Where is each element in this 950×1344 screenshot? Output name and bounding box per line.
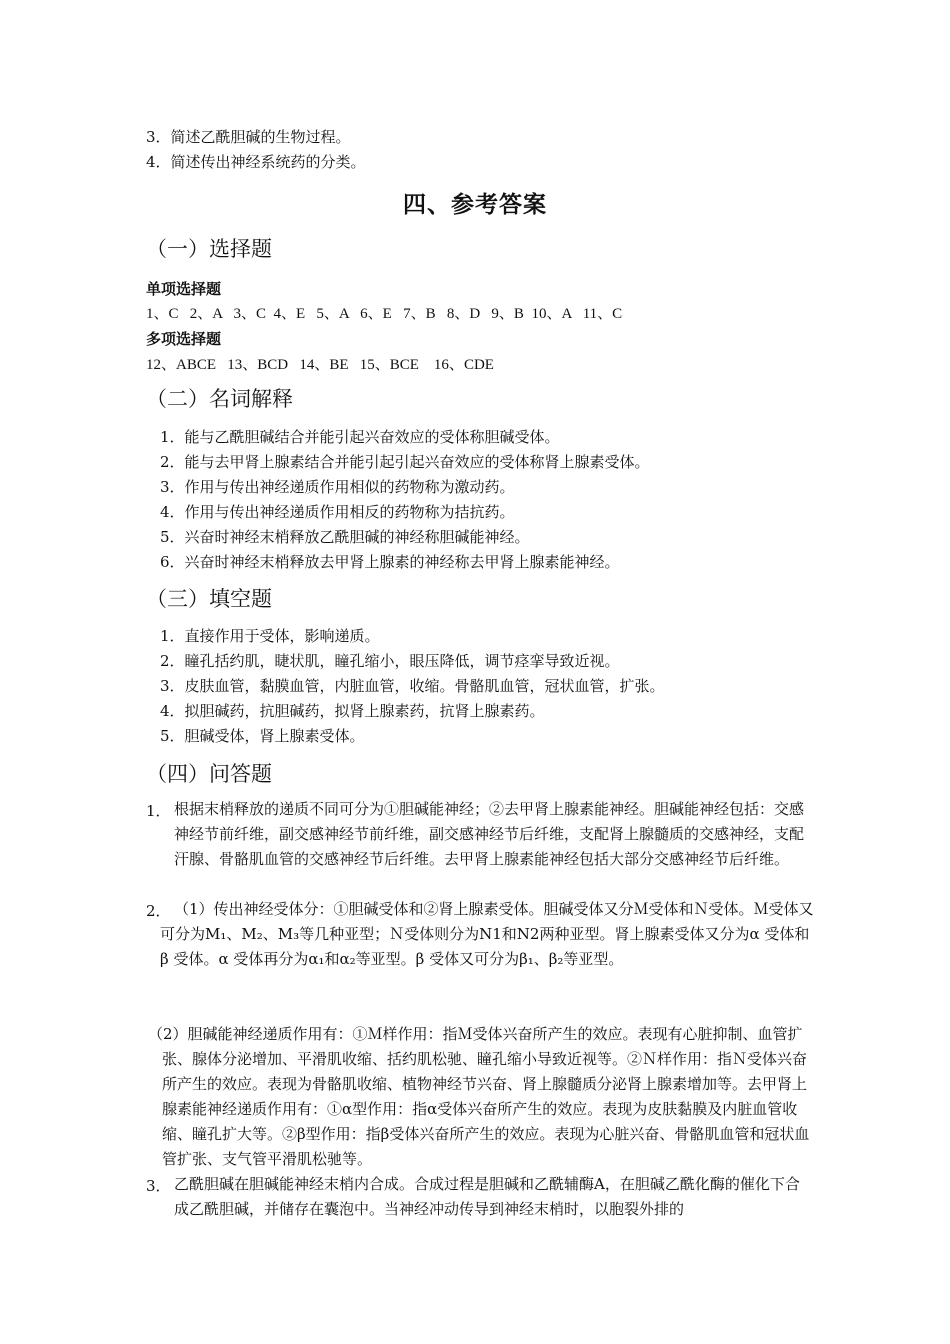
fill-item: 1．直接作用于受体，影响递质。 [160,627,380,645]
fill-item: 5．胆碱受体，肾上腺素受体。 [160,727,365,745]
term-item: 2．能与去甲肾上腺素结合并能引起引起兴奋效应的受体称肾上腺素受体。 [160,453,650,471]
answer-2-part2: （2）胆碱能神经递质作用有：①Ｍ样作用：指Ｍ受体兴奋所产生的效应。表现有心脏抑制、血管扩张、腺体分泌增加、平滑肌收缩、括约肌松驰、瞳孔缩小导致近视等。②Ｎ样作用：指Ｎ受体兴奋所产生的效应。表现为骨骼肌收缩、植物神经节兴奋、肾上腺髓质分泌肾上腺素增加等。去甲肾上腺素能神经递质作用有：①α型作用：指α受体兴奋所产生的效应。表现为皮肤黏膜及内脏血管收缩、瞳孔扩大等。②β型作用：指β受体兴奋所产生的效应。表现为心脏兴奋、骨骼肌血管和冠状血管扩张、支气管平滑肌松驰等。 [148,1025,810,1168]
question-3: 3．简述乙酰胆碱的生物过程。 [146,128,351,146]
single-choice-label: 单项选择题 [146,280,222,298]
page-title: 四、参考答案 [403,192,547,218]
answer-2-number: 2． [146,902,171,920]
section-fill-heading: （三）填空题 [146,587,272,611]
section-qa-heading: （四）问答题 [146,762,272,786]
term-item: 5．兴奋时神经末梢释放乙酰胆碱的神经称胆碱能神经。 [160,528,530,546]
single-choice-answers: 1、C 2、A 3、C 4、E 5、A 6、E 7、B 8、D 9、B 10、A 11、C [146,306,623,322]
fill-item: 2．瞳孔括约肌，睫状肌，瞳孔缩小，眼压降低，调节痉挛导致近视。 [160,652,620,670]
answer-1-number: 1． [146,802,171,820]
term-item: 3．作用与传出神经递质作用相似的药物称为激动药。 [160,478,515,496]
term-item: 1．能与乙酰胆碱结合并能引起兴奋效应的受体称胆碱受体。 [160,428,560,446]
section-choice-heading: （一）选择题 [146,237,272,261]
term-item: 6．兴奋时神经末梢释放去甲肾上腺素的神经称去甲肾上腺素能神经。 [160,553,620,571]
answer-3-text: 乙酰胆碱在胆碱能神经末梢内合成。合成过程是胆碱和乙酰辅酶A，在胆碱乙酰化酶的催化下合成乙酰胆碱，并储存在囊泡中。当神经冲动传导到神经末梢时，以胞裂外排的 [174,1175,800,1218]
fill-item: 3．皮肤血管，黏膜血管，内脏血管，收缩。骨骼肌血管，冠状血管，扩张。 [160,677,665,695]
section-terms-heading: （二）名词解释 [146,387,293,411]
multi-choice-answers: 12、ABCE 13、BCD 14、BE 15、BCE 16、CDE [146,357,494,373]
term-item: 4．作用与传出神经递质作用相反的药物称为拮抗药。 [160,503,515,521]
answer-1-text: 根据末梢释放的递质不同可分为①胆碱能神经；②去甲肾上腺素能神经。胆碱能神经包括：交感神经节前纤维，副交感神经节前纤维，副交感神经节后纤维，支配肾上腺髓质的交感神经，支配汗腺、骨骼肌血管的交感神经节后纤维。去甲肾上腺素能神经包括大部分交感神经节后纤维。 [174,800,805,868]
multi-choice-label: 多项选择题 [146,330,222,348]
answer-2-text: （1）传出神经受体分：①胆碱受体和②肾上腺素受体。胆碱受体又分Ｍ受体和Ｎ受体。Ｍ受体又可分为M₁、M₂、M₃等几种亚型；Ｎ受体则分为N1和N2两种亚型。肾上腺素受体又分为α 受体和 β 受体。α 受体再分为α₁和α₂等亚型。β 受体又可分为β₁、β₂等亚型。 [160,900,814,968]
fill-item: 4．拟胆碱药，抗胆碱药，拟肾上腺素药，抗肾上腺素药。 [160,702,545,720]
question-4: 4．简述传出神经系统药的分类。 [146,153,366,171]
answer-3-number: 3． [146,1177,171,1195]
